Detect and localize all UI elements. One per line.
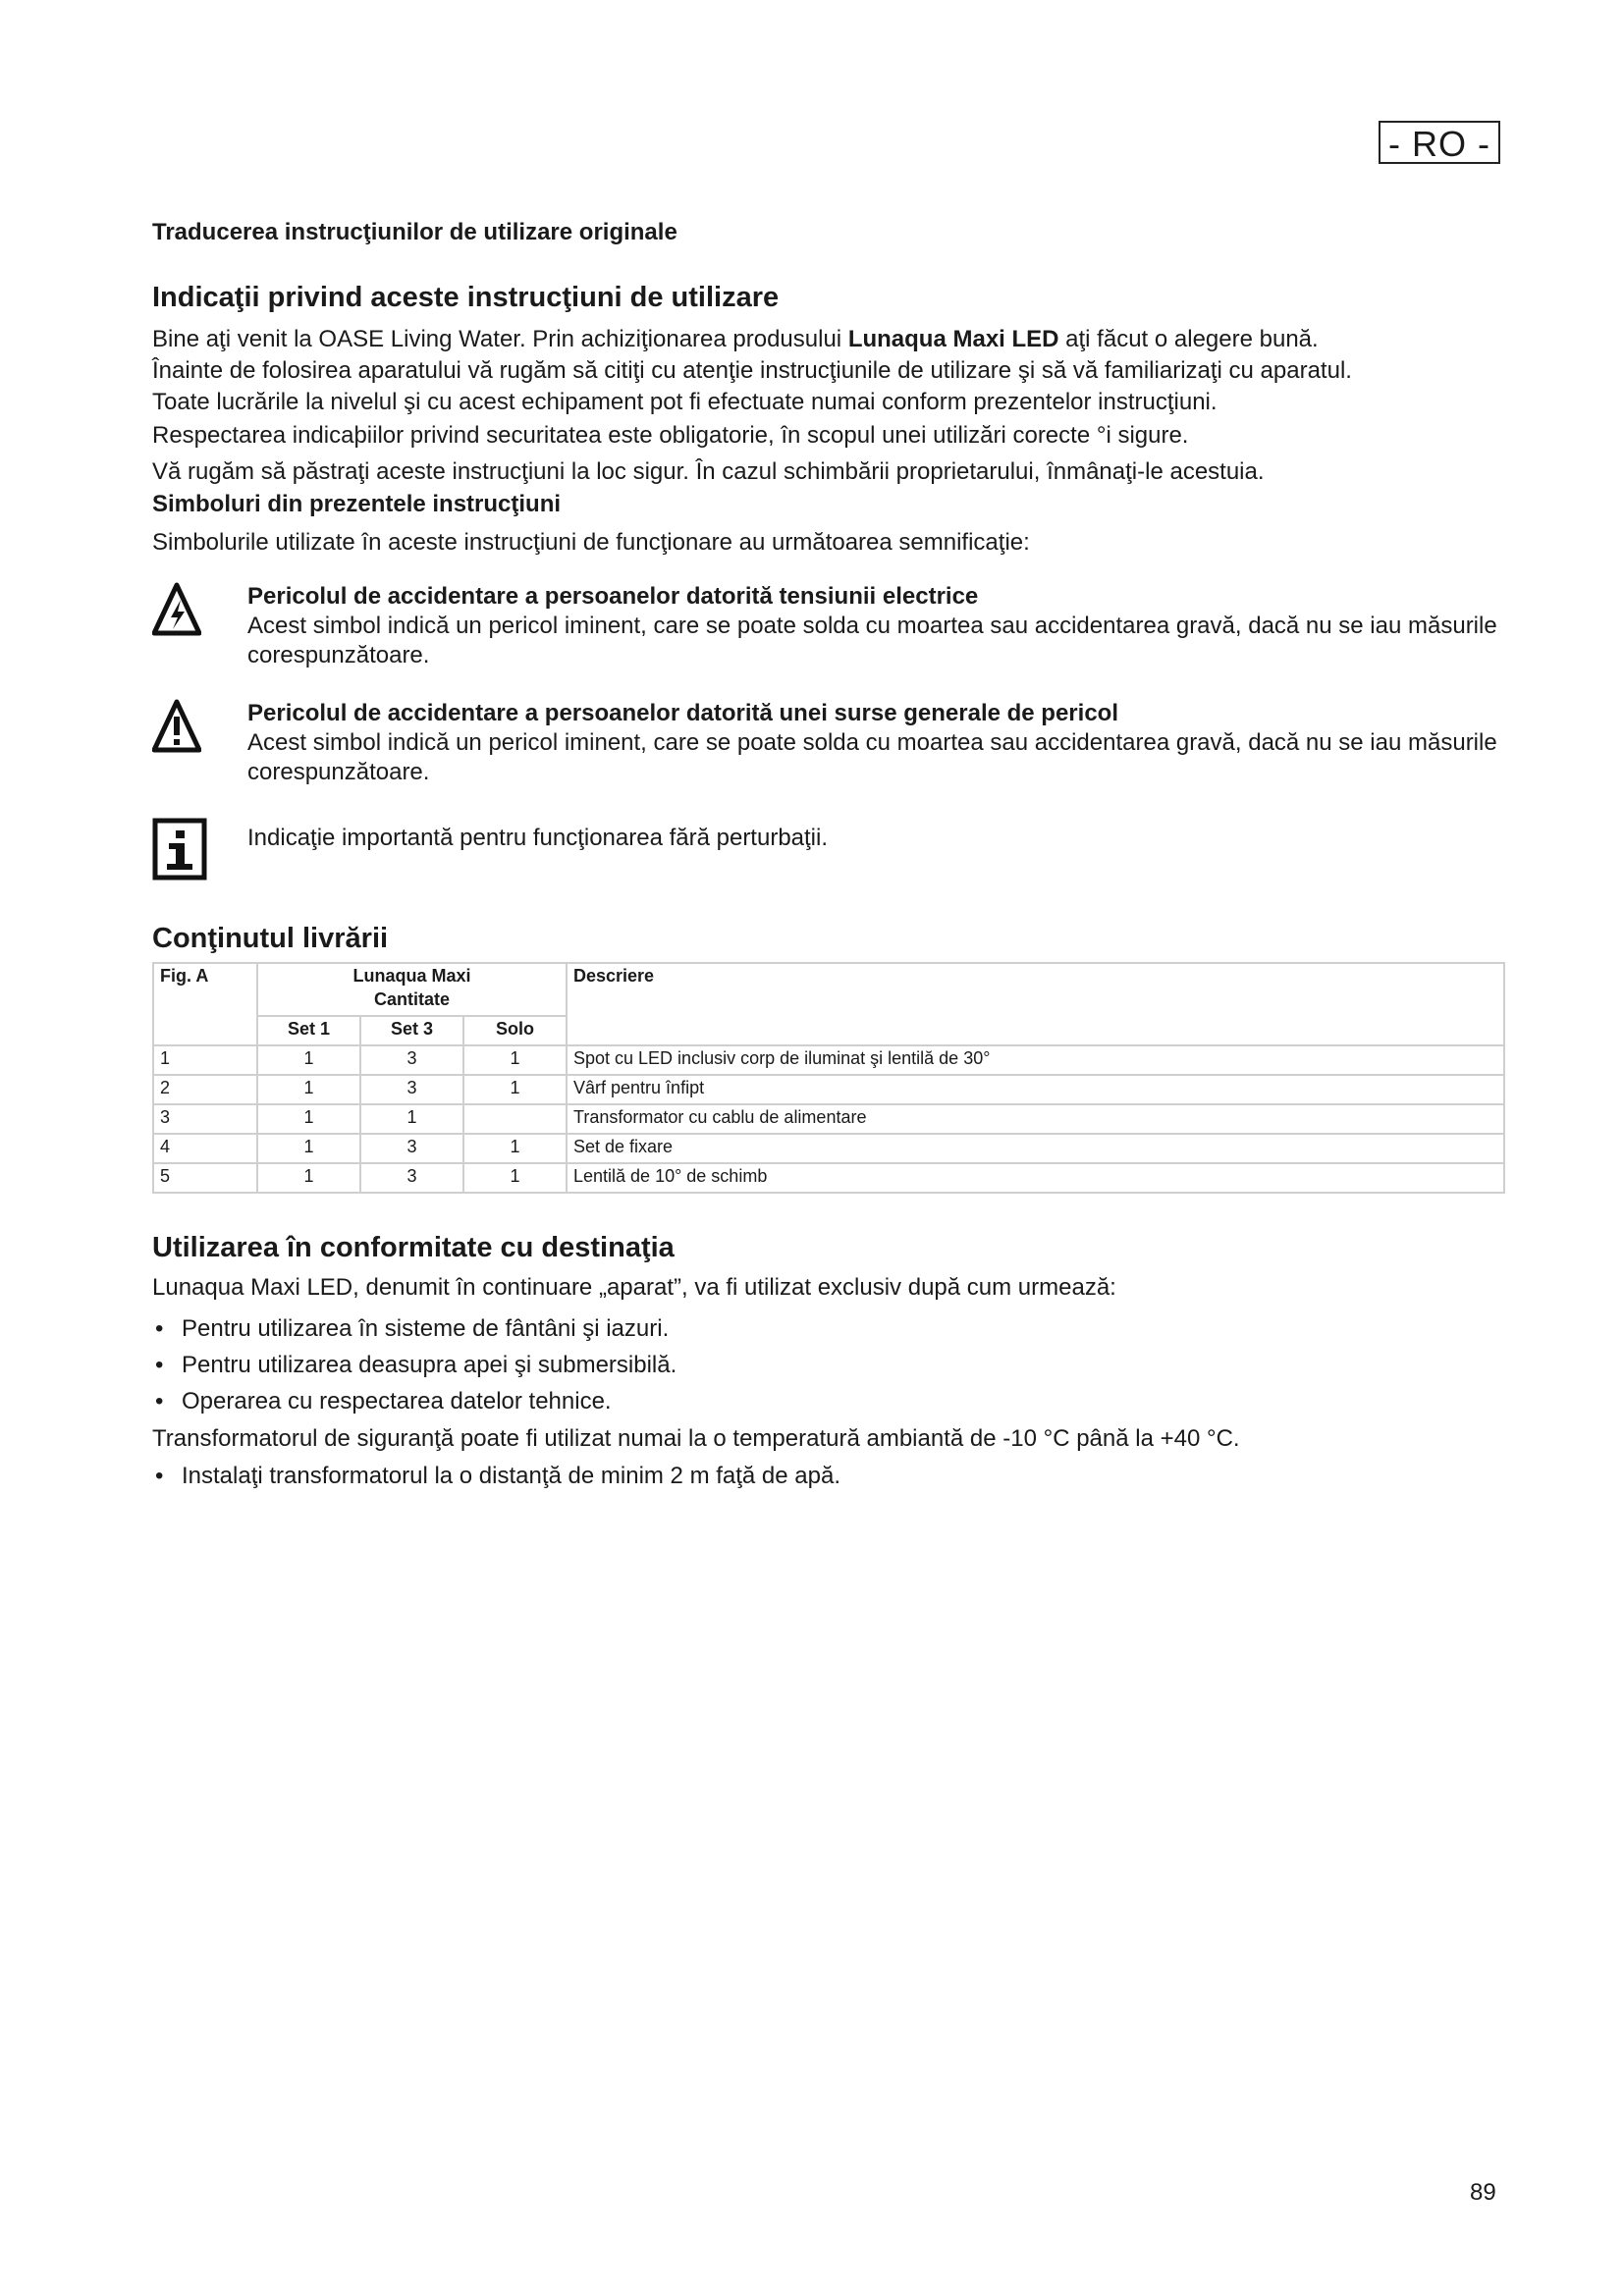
cell-solo [463, 1104, 567, 1134]
symbols-heading: Simboluri din prezentele instrucţiuni [152, 491, 562, 517]
table-row [153, 1075, 1504, 1104]
cell-set1: 1 [257, 1045, 360, 1075]
cell-solo: 1 [463, 1075, 567, 1104]
cell-description: Spot cu LED inclusiv corp de iluminat şi lentilă de 30° [567, 1045, 1504, 1075]
cell-set3: 3 [360, 1163, 463, 1193]
cell-set1: 1 [257, 1163, 360, 1193]
cell-set1: 1 [257, 1104, 360, 1134]
electric-hazard-icon [152, 582, 201, 642]
intro-paragraph-4: Respectarea indicaþiilor privind securitatea este obligatorie, în scopul unei utilizări corecte °i sigure. [152, 422, 1189, 449]
col-solo: Solo [463, 1016, 567, 1045]
col-set1: Set 1 [257, 1016, 360, 1045]
symbol-description: Indicaţie importantă pentru funcţionarea fără perturbaţii. [247, 825, 829, 851]
cell-set3: 1 [360, 1104, 463, 1134]
transformer-note: Transformatorul de siguranţă poate fi utilizat numai la o temperatură ambiantă de -10 °C până la +40 °C. [152, 1425, 1240, 1452]
usage-list [152, 1310, 677, 1419]
product-name: Lunaqua Maxi LED [847, 326, 1059, 352]
cell-fig: 4 [153, 1134, 257, 1163]
cell-set1: 1 [257, 1075, 360, 1104]
symbols-intro: Simbolurile utilizate în aceste instrucţiuni de funcţionare au următoarea semnificaţie: [152, 529, 1030, 556]
delivery-contents-table [152, 962, 1505, 1194]
delivery-heading: Conţinutul livrării [152, 923, 389, 954]
info-icon [152, 818, 207, 885]
cell-description: Lentilă de 10° de schimb [567, 1163, 1504, 1193]
usage-intro: Lunaqua Maxi LED, denumit în continuare „aparat”, va fi utilizat exclusiv după cum urmează: [152, 1274, 1116, 1301]
language-badge: - RO - [1379, 121, 1500, 164]
general-hazard-icon [152, 699, 201, 759]
cell-fig: 3 [153, 1104, 257, 1134]
cell-fig: 2 [153, 1075, 257, 1104]
col-set3: Set 3 [360, 1016, 463, 1045]
cell-description: Transformator cu cablu de alimentare [567, 1104, 1504, 1134]
cell-solo: 1 [463, 1163, 567, 1193]
cell-fig: 5 [153, 1163, 257, 1193]
list-item: • Operarea cu respectarea datelor tehnice. [152, 1383, 677, 1419]
usage-list-2 [152, 1458, 840, 1494]
table-row [153, 1134, 1504, 1163]
cell-set3: 3 [360, 1134, 463, 1163]
cell-description: Vârf pentru înfipt [567, 1075, 1504, 1104]
symbol-description: Acest simbol indică un pericol iminent, care se poate solda cu moartea sau accidentarea gravă, dacă nu se iau măsurile corespunzătoare. [247, 613, 1497, 668]
list-item: • Pentru utilizarea în sisteme de fântâni şi iazuri. [152, 1310, 677, 1347]
cell-set1: 1 [257, 1134, 360, 1163]
list-item: • Instalaţi transformatorul la o distanţă de minim 2 m faţă de apă. [152, 1458, 840, 1494]
col-product: Lunaqua Maxi [257, 963, 567, 989]
intro-paragraph-1: Bine aţi venit la OASE Living Water. Prin achiziţionarea produsului Lunaqua Maxi LED aţi făcut o alegere bună. [152, 326, 1319, 352]
intro-paragraph-2: Înainte de folosirea aparatului vă rugăm să citiţi cu atenţie instrucţiunile de utilizare şi să vă familiarizaţi cu aparatul. [152, 357, 1352, 384]
col-quantity: Cantitate [257, 989, 567, 1016]
notes-heading: Indicaţii privind aceste instrucţiuni de utilizare [152, 282, 780, 313]
cell-set3: 3 [360, 1045, 463, 1075]
document-title: Traducerea instrucţiunilor de utilizare originale [152, 219, 677, 245]
table-row [153, 1045, 1504, 1075]
table-row [153, 1104, 1504, 1134]
cell-solo: 1 [463, 1045, 567, 1075]
list-item: • Pentru utilizarea deasupra apei şi submersibilă. [152, 1347, 677, 1383]
intro-paragraph-5: Vă rugăm să păstraţi aceste instrucţiuni la loc sigur. În cazul schimbării proprietarului, înmânaţi-le acestuia. [152, 458, 1265, 485]
table-row [153, 1163, 1504, 1193]
cell-set3: 3 [360, 1075, 463, 1104]
intro-paragraph-3: Toate lucrările la nivelul şi cu acest echipament pot fi efectuate numai conform prezentelor instrucţiuni. [152, 389, 1218, 415]
cell-fig: 1 [153, 1045, 257, 1075]
col-description: Descriere [567, 963, 1504, 1045]
usage-heading: Utilizarea în conformitate cu destinaţia [152, 1232, 675, 1263]
symbol-title: Pericolul de accidentare a persoanelor datorită tensiunii electrice [247, 583, 979, 610]
col-fig: Fig. A [153, 963, 257, 1045]
symbol-title: Pericolul de accidentare a persoanelor datorită unei surse generale de pericol [247, 700, 1118, 726]
symbol-description: Acest simbol indică un pericol iminent, care se poate solda cu moartea sau accidentarea gravă, dacă nu se iau măsurile corespunzătoare. [247, 729, 1497, 785]
cell-description: Set de fixare [567, 1134, 1504, 1163]
cell-solo: 1 [463, 1134, 567, 1163]
table-header-row [153, 963, 1504, 989]
page-number: 89 [1470, 2179, 1496, 2206]
